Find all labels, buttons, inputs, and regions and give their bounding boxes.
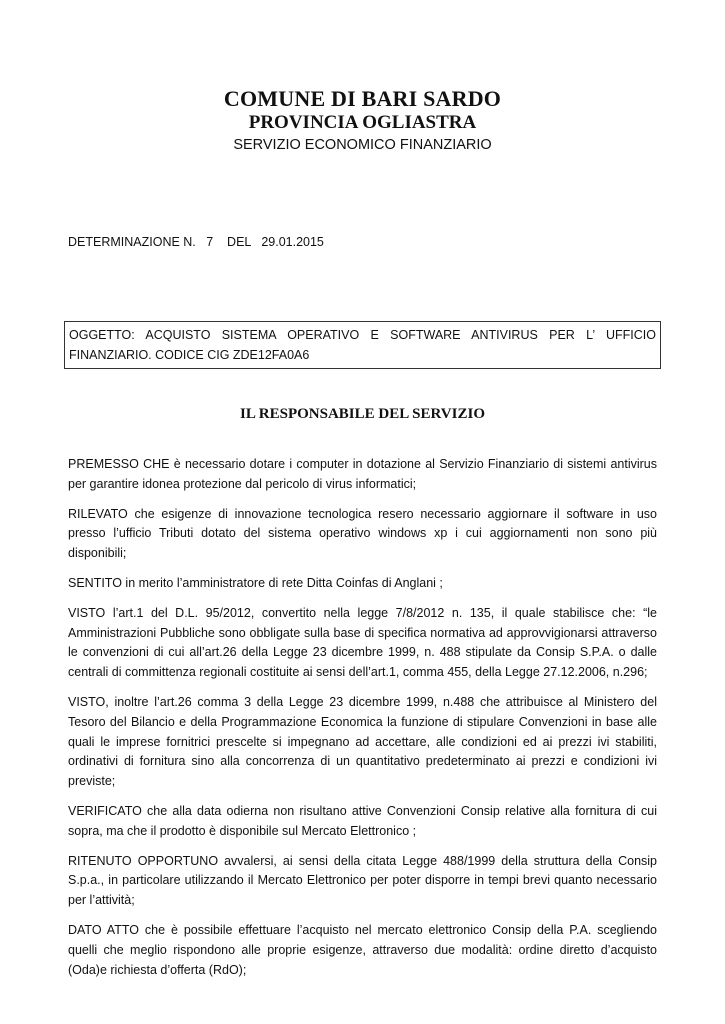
paragraph-sentito: SENTITO in merito l’amministratore di rete Ditta Coinfas di Anglani ; [68, 575, 443, 590]
paragraph-visto-art26: VISTO, inoltre l’art.26 comma 3 della Legge 23 dicembre 1999, n.488 che attribuisce al Ministero del Tesoro del Bilancio e della Programmazione Economica la funzione di stipulare Convenzioni in base alle quali le imprese fornitrici prescelte si impegnano ad accettare, alle condizioni ed ai prezzi ivi stabiliti, ordinativi di fornitura sino alla concorrenza di un quantitativo predeterminato ai prezzi e condizioni ivi previste; [68, 694, 657, 789]
paragraph-visto-art1: VISTO l’art.1 del D.L. 95/2012, convertito nella legge 7/8/2012 n. 135, il quale stabilisce che: “le Amministrazioni Pubbliche sono obbligate sulla base di specifica normativa ad approvvigionarsi attraverso le convenzioni di cui all’art.26 della Legge 23 dicembre 1999, n. 488 stipulate da Consip S.P.A. o dalle centrali di committenza regionali costituite ai sensi dell’art.1, comma 455, della Legge 27.12.2006, n.296; [68, 605, 657, 680]
paragraph-dato-atto: DATO ATTO che è possibile effettuare l’acquisto nel mercato elettronico Consip della P.A. scegliendo quelli che meglio rispondono alle proprie esigenze, attraverso due modalità: ordine diretto d’acquisto (Oda)e richiesta d’offerta (RdO); [68, 922, 657, 977]
paragraph-rilevato: RILEVATO che esigenze di innovazione tecnologica resero necessario aggiornare il software in uso presso l’ufficio Tributi dotato del sistema operativo windows xp i cui aggiornamenti non sono più disponibili; [68, 506, 657, 561]
responsible-heading: IL RESPONSABILE DEL SERVIZIO [240, 406, 485, 422]
paragraph-premesso: PREMESSO CHE è necessario dotare i computer in dotazione al Servizio Finanziario di sistemi antivirus per garantire idonea protezione dal pericolo di virus informatici; [68, 457, 657, 491]
service-title: SERVIZIO ECONOMICO FINANZIARIO [233, 137, 492, 153]
paragraph-ritenuto: RITENUTO OPPORTUNO avvalersi, ai sensi della citata Legge 488/1999 della struttura della Consip S.p.a., in particolare utilizzando il Mercato Elettronico per poter disporre in tempi brevi quanto necessario per l’attività; [68, 853, 657, 908]
determination-number: DETERMINAZIONE N. 7 DEL 29.01.2015 [68, 235, 324, 249]
province-title: PROVINCIA OGLIASTRA [248, 112, 477, 133]
municipality-title: COMUNE DI BARI SARDO [223, 86, 502, 111]
paragraph-verificato: VERIFICATO che alla data odierna non risultano attive Convenzioni Consip relative alla fornitura di cui sopra, ma che il prodotto è disponibile sul Mercato Elettronico ; [68, 803, 657, 838]
document-body [68, 455, 657, 990]
subject-box: OGGETTO: ACQUISTO SISTEMA OPERATIVO E SOFTWARE ANTIVIRUS PER L’ UFFICIO FINANZIARIO. CODICE CIG ZDE12FA0A6 [64, 321, 661, 369]
